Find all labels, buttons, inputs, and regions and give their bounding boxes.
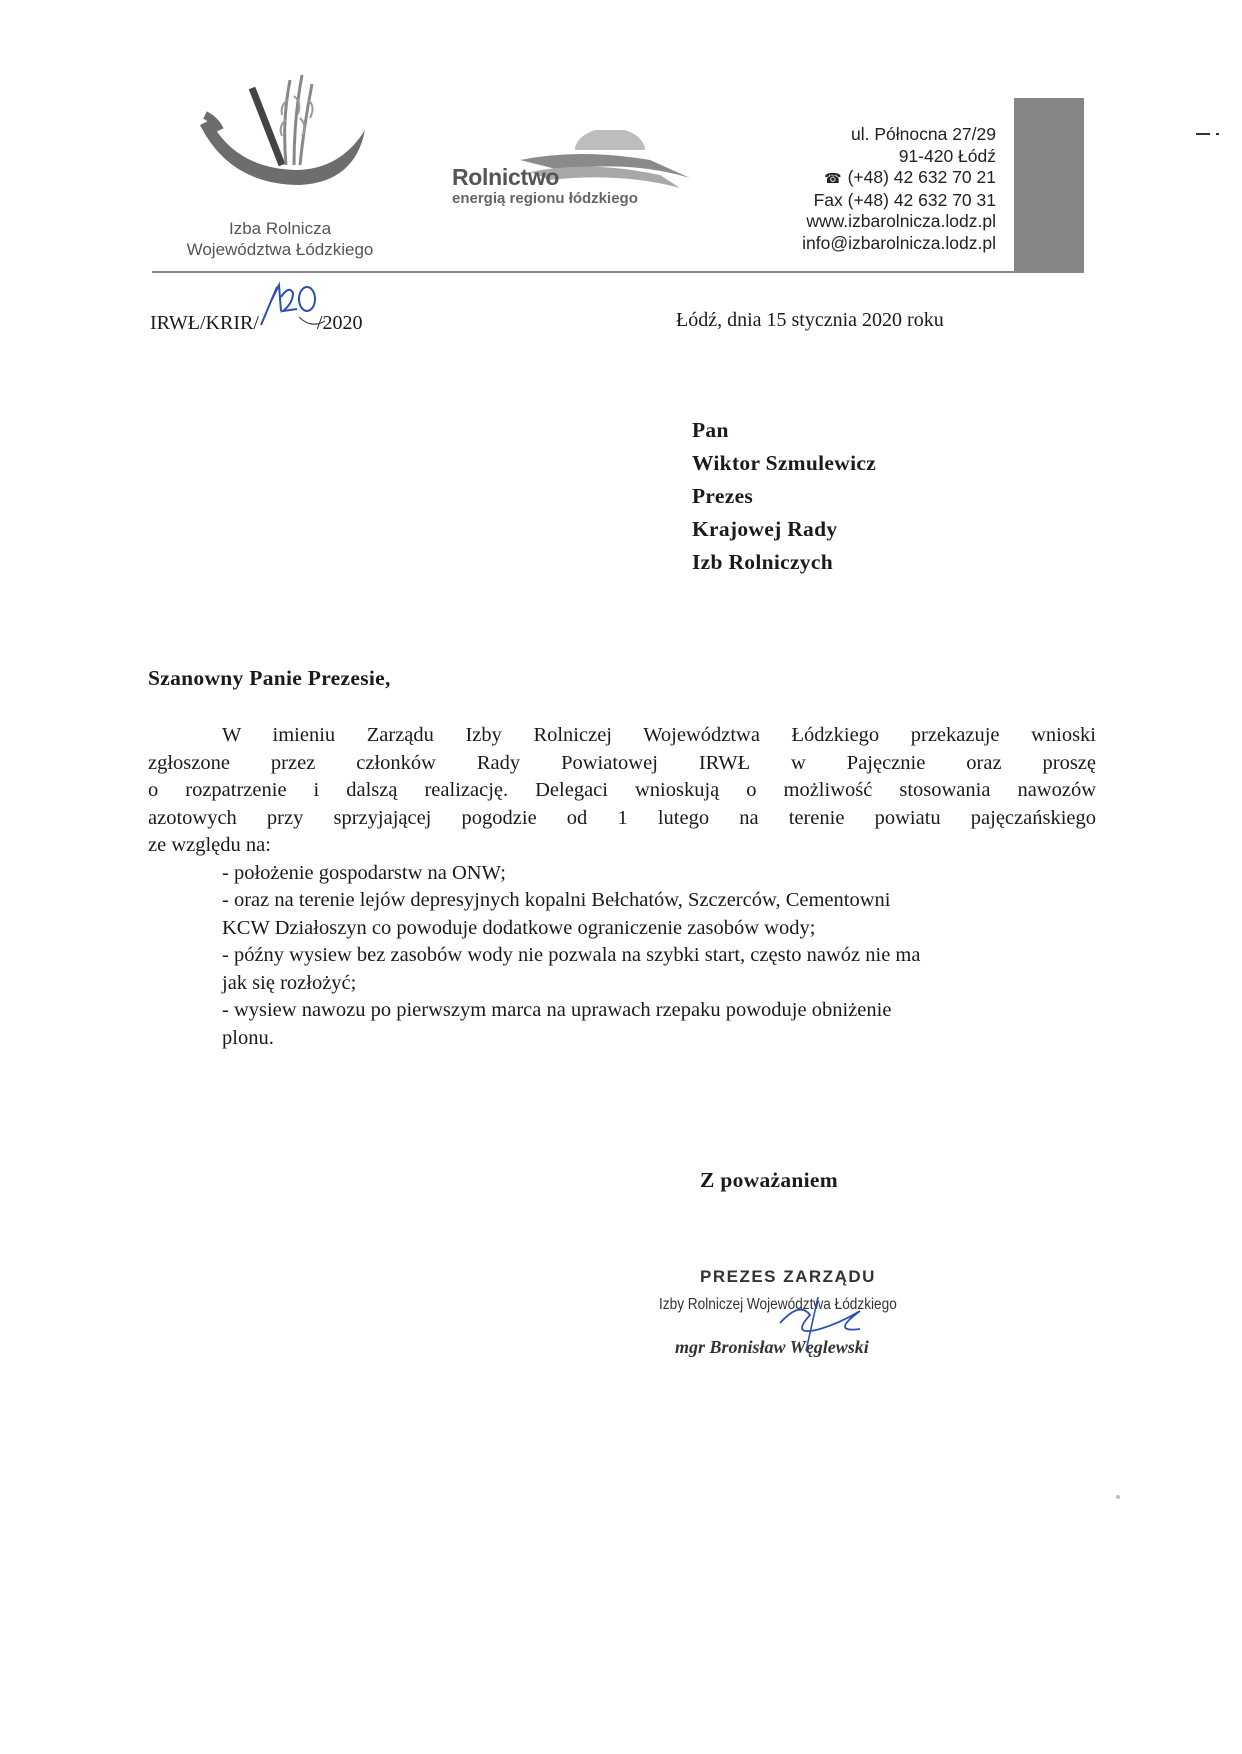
list-item: - położenie gospodarstw na ONW; bbox=[222, 861, 506, 884]
scan-speck bbox=[1115, 1494, 1121, 1500]
reference-suffix: /2020 bbox=[316, 312, 363, 334]
list-item: jak się rozłożyć; bbox=[222, 971, 357, 994]
header-accent-bar bbox=[1014, 98, 1084, 273]
body-line: zgłoszone przez członków Rady Powiatowej IRWŁ w Pajęcznie oraz proszę bbox=[148, 751, 1096, 774]
reference-number bbox=[150, 309, 362, 335]
rolnictwo-subtitle: energią regionu łódzkiego bbox=[452, 190, 638, 207]
phone-icon: ☎ bbox=[824, 170, 842, 186]
list-item: plonu. bbox=[222, 1026, 274, 1049]
izba-name-line2: Województwa Łódzkiego bbox=[186, 240, 374, 259]
letter-body bbox=[148, 722, 1096, 1052]
margin-mark bbox=[1196, 133, 1210, 135]
body-line: W imieniu Zarządu Izby Rolniczej Województwa Łódzkiego przekazuje wnioski bbox=[222, 724, 1096, 746]
wheat-sickle-logo-icon bbox=[190, 70, 380, 190]
addressee bbox=[692, 414, 876, 579]
list-item: KCW Działoszyn co powoduje dodatkowe ograniczenie zasobów wody; bbox=[222, 916, 816, 939]
contact-website: www.izbarolnicza.lodz.pl bbox=[806, 211, 996, 231]
contact-email: info@izbarolnicza.lodz.pl bbox=[802, 232, 996, 253]
addressee-line: Prezes bbox=[692, 484, 754, 508]
header-divider bbox=[152, 271, 1084, 273]
handwritten-number bbox=[259, 309, 317, 329]
body-line: azotowych przy sprzyjającej pogodzie od 1 lutego na terenie powiatu pajęczańskiego bbox=[148, 806, 1096, 829]
addressee-line: Krajowej Rady bbox=[692, 517, 838, 541]
list-item: - wysiew nawozu po pierwszym marca na uprawach rzepaku powoduje obniżenie bbox=[222, 999, 892, 1021]
stamp-organization: Izby Rolniczej Województwa Łódzkiego bbox=[659, 1296, 897, 1313]
contact-phone-row bbox=[802, 167, 996, 190]
contact-fax: Fax (+48) 42 632 70 31 bbox=[813, 189, 996, 210]
contact-postal: 91-420 Łódź bbox=[898, 145, 996, 166]
closing: Z poważaniem bbox=[700, 1168, 838, 1192]
list-item: - oraz na terenie lejów depresyjnych kopalni Bełchatów, Szczerców, Cementowni bbox=[222, 889, 891, 911]
izba-name bbox=[150, 218, 410, 260]
stamp-title: PREZES ZARZĄDU bbox=[700, 1267, 876, 1286]
izba-name-line1: Izba Rolnicza bbox=[228, 219, 332, 238]
handwritten-signature bbox=[760, 1293, 880, 1353]
list-item: - późny wysiew bez zasobów wody nie pozwala na szybki start, często nawóz nie ma bbox=[222, 944, 921, 966]
addressee-line: Izb Rolniczych bbox=[692, 550, 833, 574]
addressee-line: Wiktor Szmulewicz bbox=[692, 451, 877, 475]
body-line: ze względu na: bbox=[148, 834, 271, 856]
reference-prefix: IRWŁ/KRIR/ bbox=[150, 312, 259, 334]
letter-date: Łódź, dnia 15 stycznia 2020 roku bbox=[676, 309, 944, 331]
contact-block bbox=[802, 124, 996, 254]
contact-phone: (+48) 42 632 70 21 bbox=[847, 167, 996, 187]
margin-mark bbox=[1216, 133, 1219, 135]
salutation: Szanowny Panie Prezesie, bbox=[148, 666, 391, 690]
contact-street: ul. Północna 27/29 bbox=[851, 124, 996, 144]
addressee-line: Pan bbox=[692, 418, 729, 442]
stamp-name: mgr Bronisław Węglewski bbox=[675, 1337, 869, 1357]
body-line: o rozpatrzenie i dalszą realizację. Delegaci wnioskują o możliwość stosowania nawozów bbox=[148, 779, 1096, 801]
rolnictwo-title: Rolnictwo bbox=[452, 164, 560, 190]
reasons-list bbox=[222, 860, 1096, 1053]
